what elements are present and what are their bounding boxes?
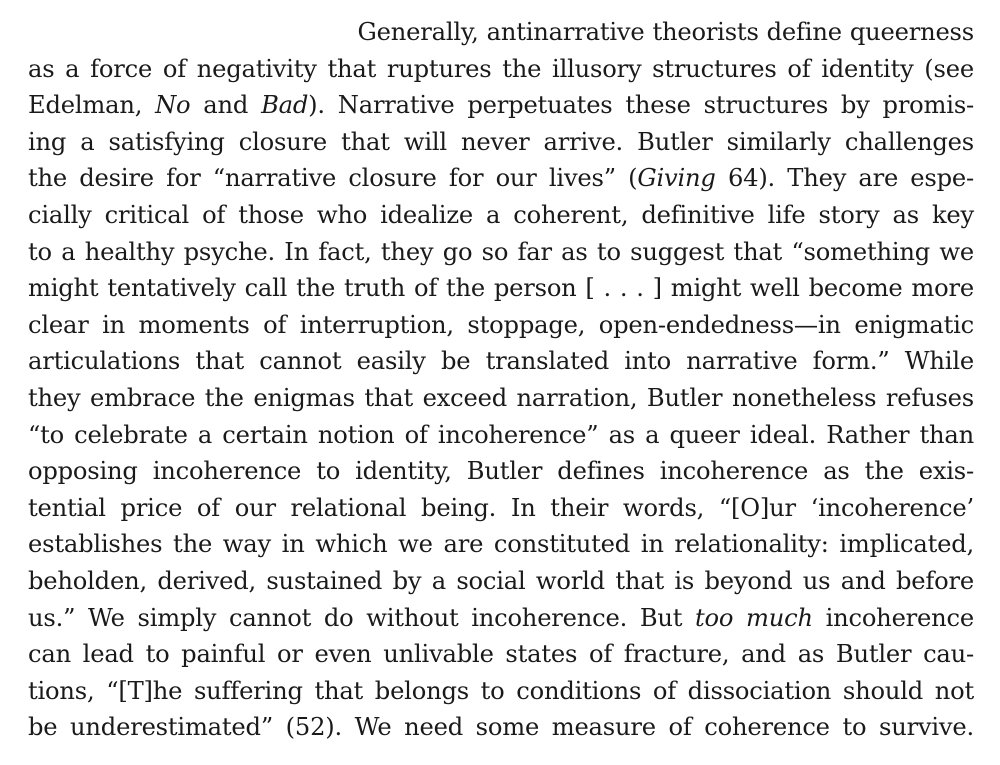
italic-text: Bad: [261, 91, 309, 120]
italic-text: too much: [695, 603, 813, 632]
text-line: [28, 636, 974, 673]
text-line: [28, 51, 974, 88]
text-run: clear in moments of interruption, stoppage, open-endedness—in enigmatic: [28, 310, 974, 339]
text-line: [28, 417, 974, 454]
text-run: might tentatively call the truth of the person [ . . . ] might well become more: [28, 274, 974, 303]
text-line: [28, 14, 974, 51]
text-line: [28, 709, 974, 746]
text-run: can lead to painful or even unlivable states of fracture, and as Butler cau-: [28, 640, 974, 669]
text-run: ing a satisfying closure that will never arrive. Butler similarly challenges: [28, 127, 974, 156]
text-line: [28, 600, 974, 637]
text-line: [28, 197, 974, 234]
text-line: [28, 234, 974, 271]
text-line: [28, 490, 974, 527]
text-line: [28, 343, 974, 380]
text-run: Edelman,: [28, 91, 156, 120]
text-run: they embrace the enigmas that exceed narration, Butler nonetheless refuses: [28, 383, 974, 412]
text-run: and: [190, 91, 262, 120]
text-line: [28, 453, 974, 490]
text-run: ). Narrative perpetuates these structures by promis-: [308, 91, 974, 120]
text-line: [28, 673, 974, 710]
text-line: [28, 526, 974, 563]
text-line: [28, 563, 974, 600]
text-run: to a healthy psyche. In fact, they go so far as to suggest that “something we: [28, 237, 974, 266]
text-run: “to celebrate a certain notion of incoherence” as a queer ideal. Rather than: [28, 420, 974, 449]
text-line: [28, 270, 974, 307]
italic-text: Giving: [637, 164, 716, 193]
text-run: opposing incoherence to identity, Butler defines incoherence as the exis-: [28, 457, 974, 486]
text-run: us.” We simply cannot do without incoherence. But: [28, 603, 696, 632]
text-line: [28, 160, 974, 197]
text-run: 64). They are espe-: [715, 164, 974, 193]
text-run: incoherence: [812, 603, 974, 632]
text-run: articulations that cannot easily be translated into narrative form.” While: [28, 347, 974, 376]
text-line: [28, 124, 974, 161]
text-line: [28, 307, 974, 344]
text-run: beholden, derived, sustained by a social world that is beyond us and before: [28, 566, 974, 595]
text-run: the desire for “narrative closure for our lives” (: [28, 164, 638, 193]
text-run: cially critical of those who idealize a coherent, definitive life story as key: [28, 200, 974, 229]
body-paragraph: [28, 14, 974, 746]
italic-text: No: [155, 91, 191, 120]
text-line: [28, 87, 974, 124]
text-run: be underestimated” (52). We need some measure of coherence to survive.: [28, 713, 974, 742]
text-run: tential price of our relational being. In their words, “[O]ur ‘incoherence’: [28, 493, 974, 522]
text-run: establishes the way in which we are constituted in relationality: implicated,: [28, 530, 974, 559]
text-run: Generally, antinarrative theorists define queerness: [357, 18, 974, 46]
text-run: tions, “[T]he suffering that belongs to conditions of dissociation should not: [28, 676, 974, 705]
text-line: [28, 380, 974, 417]
text-run: as a force of negativity that ruptures the illusory structures of identity (see: [28, 54, 974, 83]
